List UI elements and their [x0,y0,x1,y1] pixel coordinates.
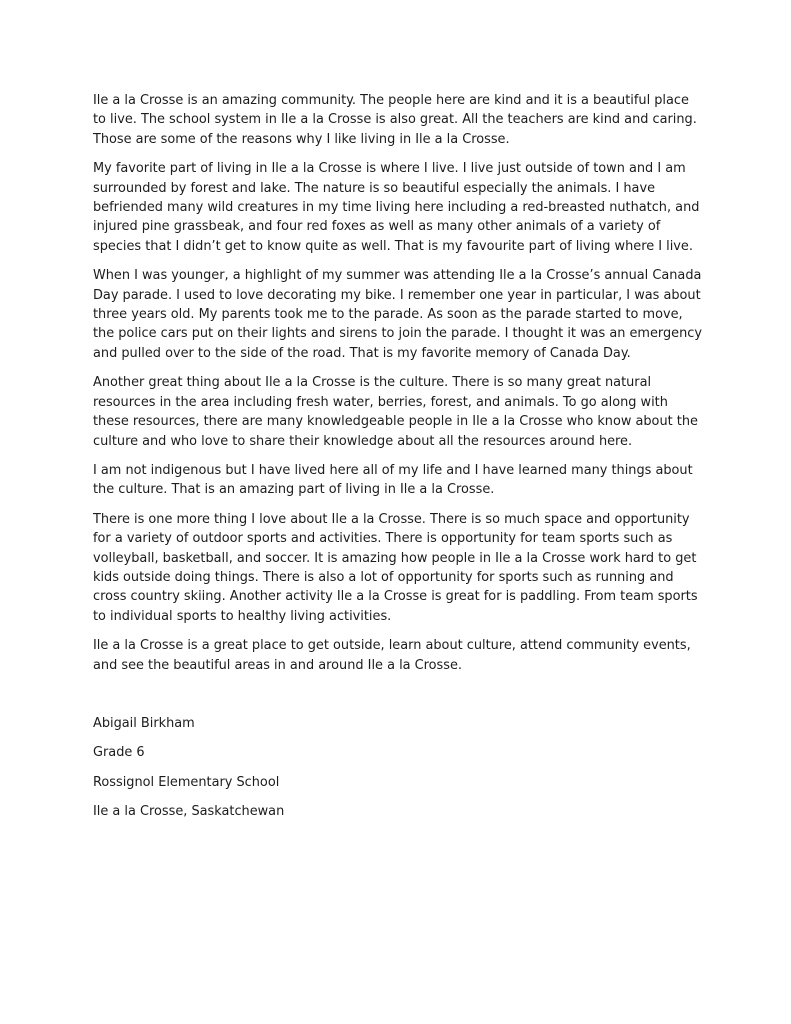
author-location: Ile a la Crosse, Saskatchewan [93,804,285,820]
essay-paragraph-5: I am not indigenous but I have lived here all of my life and I have learned many things about the culture. That is an amazing part of living in Ile a la Crosse. [93,462,693,498]
essay-paragraph-4: Another great thing about Ile a la Crosse is the culture. There is so many great natural resources in the area including fresh water, berries, forest, and animals. To go along with these resources, there are many knowledgeable people in Ile a la Crosse who know about the culture and who love to share their knowledge about all the resources around here. [93,375,698,449]
author-grade: Grade 6 [93,745,145,761]
signature-block [93,714,703,822]
essay-paragraph-2: My favorite part of living in Ile a la Crosse is where I live. I live just outside of town and I am surrounded by forest and lake. The nature is so beautiful especially the animals. I have befriended many wild creatures in my time living here including a red-breasted nuthatch, and injured pine grassbeak, and four red foxes as well as many other animals of a variety of species that I didn’t get to know quite as well. That is my favourite part of living where I live. [93,161,700,254]
essay-body [93,91,703,675]
author-school: Rossignol Elementary School [93,774,280,790]
essay-paragraph-6: There is one more thing I love about Ile a la Crosse. There is so much space and opportunity for a variety of outdoor sports and activities. There is opportunity for team sports such as volleyball, basketball, and soccer. It is amazing how people in Ile a la Crosse work hard to get kids outside doing things. There is also a lot of opportunity for sports such as running and cross country skiing. Another activity Ile a la Crosse is great for is paddling. From team sports to individual sports to healthy living activities. [93,511,698,624]
essay-paragraph-1: Ile a la Crosse is an amazing community. The people here are kind and it is a beautiful place to live. The school system in Ile a la Crosse is also great. All the teachers are kind and caring. Those are some of the reasons why I like living in Ile a la Crosse. [93,93,697,147]
essay-paragraph-7: Ile a la Crosse is a great place to get outside, learn about culture, attend community events, and see the beautiful areas in and around Ile a la Crosse. [93,638,691,673]
essay-paragraph-3: When I was younger, a highlight of my summer was attending Ile a la Crosse’s annual Canada Day parade. I used to love decorating my bike. I remember one year in particular, I was about three years old. My parents took me to the parade. As soon as the parade started to move, the police cars put on their lights and sirens to join the parade. I thought it was an emergency and pulled over to the side of the road. That is my favorite memory of Canada Day. [93,268,702,361]
author-name: Abigail Birkham [93,715,195,731]
